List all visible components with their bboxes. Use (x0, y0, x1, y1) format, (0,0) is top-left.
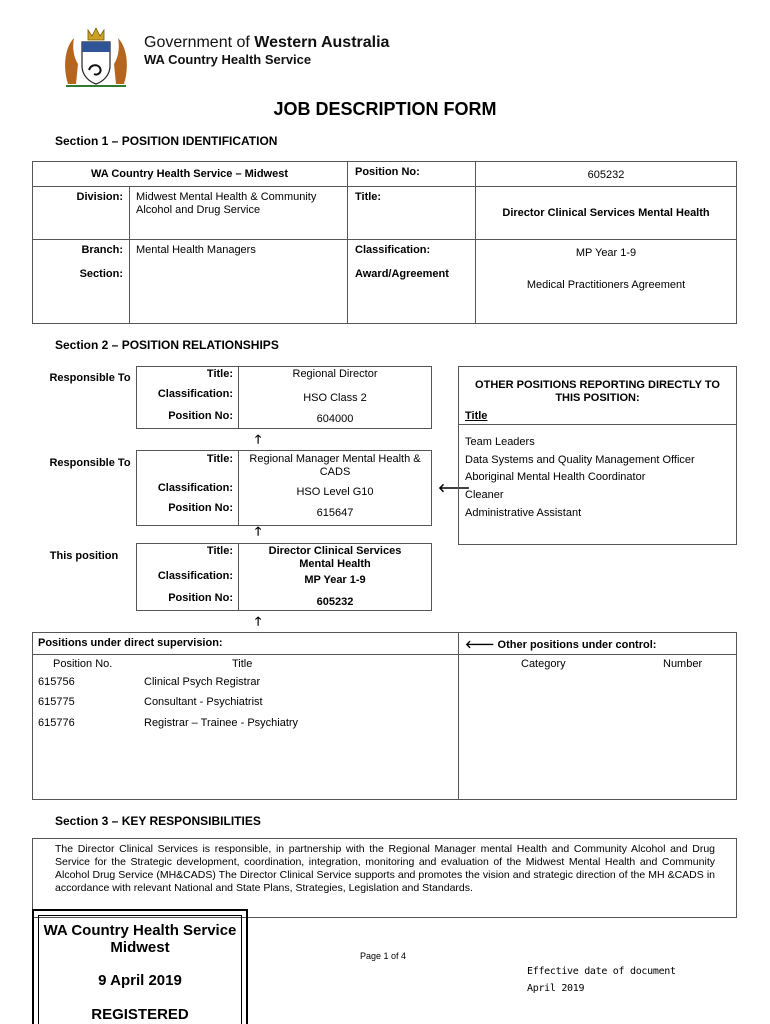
box3-position-no: 605232 (316, 596, 354, 608)
service-cell: WA Country Health Service – Midwest (90, 168, 289, 180)
classification-value: MP Year 1-9 (575, 247, 637, 259)
branch-value: Mental Health Managers (136, 244, 256, 256)
other-positions-heading: OTHER POSITIONS REPORTING DIRECTLY TO THIS POSITION: (475, 379, 720, 404)
stamp-region: Midwest (110, 939, 170, 956)
col-number: Number (663, 658, 703, 670)
box3-title: Director Clinical Services Mental Health (268, 545, 402, 570)
other-position-item: Administrative Assistant (465, 507, 582, 519)
box3-title-label: Title: (206, 545, 233, 557)
box3-position-no-label: Position No: (168, 592, 233, 604)
other-position-item: Team Leaders (465, 436, 535, 448)
col-title: Title (232, 658, 253, 670)
supervision-table (32, 632, 737, 800)
other-position-item: Data Systems and Quality Management Officer (465, 454, 695, 466)
award-label: Award/Agreement (355, 268, 449, 280)
service-name: WA Country Health Service (144, 52, 312, 67)
direct-supervision-heading: Positions under direct supervision: (38, 637, 223, 649)
col-position-no: Position No. (53, 658, 113, 670)
division-label: Division: (76, 191, 123, 203)
branch-label: Branch: (81, 244, 123, 256)
table-row-title: Clinical Psych Registrar (144, 676, 261, 688)
responsible-to-label-2: Responsible To (49, 457, 131, 469)
col-category: Category (521, 658, 566, 670)
key-responsibilities-text: The Director Clinical Services is responsible, in partnership with the Regional Manager mental Health and Community Alcohol and Drug Service for the Strategic development, coordination, integration, monitoring and evaluation of the Midwest Mental Health and Community Alcohol Drug Service (MH&CADS) The Director Clinical Service supports and promotes the vision and strategic direction of the MH &CADS in accordance with relevant National and State Plans, Strategies, Legislation and Standards. (55, 843, 715, 894)
other-control-heading: 🡐 Other positions under control: (465, 639, 657, 651)
section-label: Section: (79, 268, 123, 280)
effective-date: April 2019 (527, 983, 585, 994)
responsible-to-label-1: Responsible To (49, 372, 131, 384)
box3-classification-label: Classification: (157, 570, 233, 582)
classification-label: Classification: (355, 244, 431, 256)
document-title: JOB DESCRIPTION FORM (273, 99, 497, 119)
box2-title: Regional Manager Mental Health & CADS (249, 453, 421, 478)
table-row-title: Registrar – Trainee - Psychiatry (144, 717, 299, 729)
box1-classification-label: Classification: (157, 388, 233, 400)
box2-position-no: 615647 (316, 507, 354, 519)
other-position-item: Aboriginal Mental Health Coordinator (465, 471, 646, 483)
this-position-label: This position (49, 550, 119, 562)
arrow-up-icon: 🡑 (255, 432, 262, 446)
table-row-title: Consultant - Psychiatrist (144, 696, 263, 708)
arrow-up-icon: 🡑 (255, 524, 262, 538)
title-value: Director Clinical Services Mental Health (502, 207, 710, 219)
government-name: Government of Western Australia (144, 34, 390, 51)
section2-heading: Section 2 – POSITION RELATIONSHIPS (55, 338, 279, 352)
stamp-date: 9 April 2019 (98, 972, 182, 989)
box1-title: Regional Director (292, 368, 378, 380)
effective-date-label: Effective date of document (527, 966, 676, 977)
box3-classification: MP Year 1-9 (304, 574, 366, 586)
stamp-service: WA Country Health Service (43, 922, 237, 939)
table-row-no: 615756 (38, 676, 75, 688)
table-row-no: 615775 (38, 696, 75, 708)
arrow-left-icon: 🡐 (438, 481, 471, 495)
box1-position-no-label: Position No: (168, 410, 233, 422)
box1-position-no: 604000 (316, 413, 354, 425)
box2-classification-label: Classification: (157, 482, 233, 494)
page-number: Page 1 of 4 (360, 951, 407, 961)
section3-heading: Section 3 – KEY RESPONSIBILITIES (55, 814, 261, 828)
award-value: Medical Practitioners Agreement (526, 279, 686, 291)
stamp-status: REGISTERED (91, 1006, 189, 1023)
other-title-label: Title (465, 410, 488, 422)
section1-heading: Section 1 – POSITION IDENTIFICATION (55, 134, 278, 148)
title-label: Title: (355, 191, 382, 203)
table-row-no: 615776 (38, 717, 75, 729)
registered-stamp (32, 909, 248, 1024)
box2-classification: HSO Level G10 (296, 486, 374, 498)
other-position-item: Cleaner (465, 489, 504, 501)
arrow-up-icon: 🡑 (255, 614, 262, 628)
position-no-value: 605232 (587, 169, 625, 181)
box2-position-no-label: Position No: (168, 502, 233, 514)
box2-title-label: Title: (206, 453, 233, 465)
box1-classification: HSO Class 2 (303, 392, 367, 404)
position-no-label: Position No: (355, 166, 420, 178)
box1-title-label: Title: (206, 368, 233, 380)
wa-coat-of-arms-icon (58, 24, 134, 88)
division-value: Midwest Mental Health & Community Alcohol and Drug Service (136, 191, 317, 216)
